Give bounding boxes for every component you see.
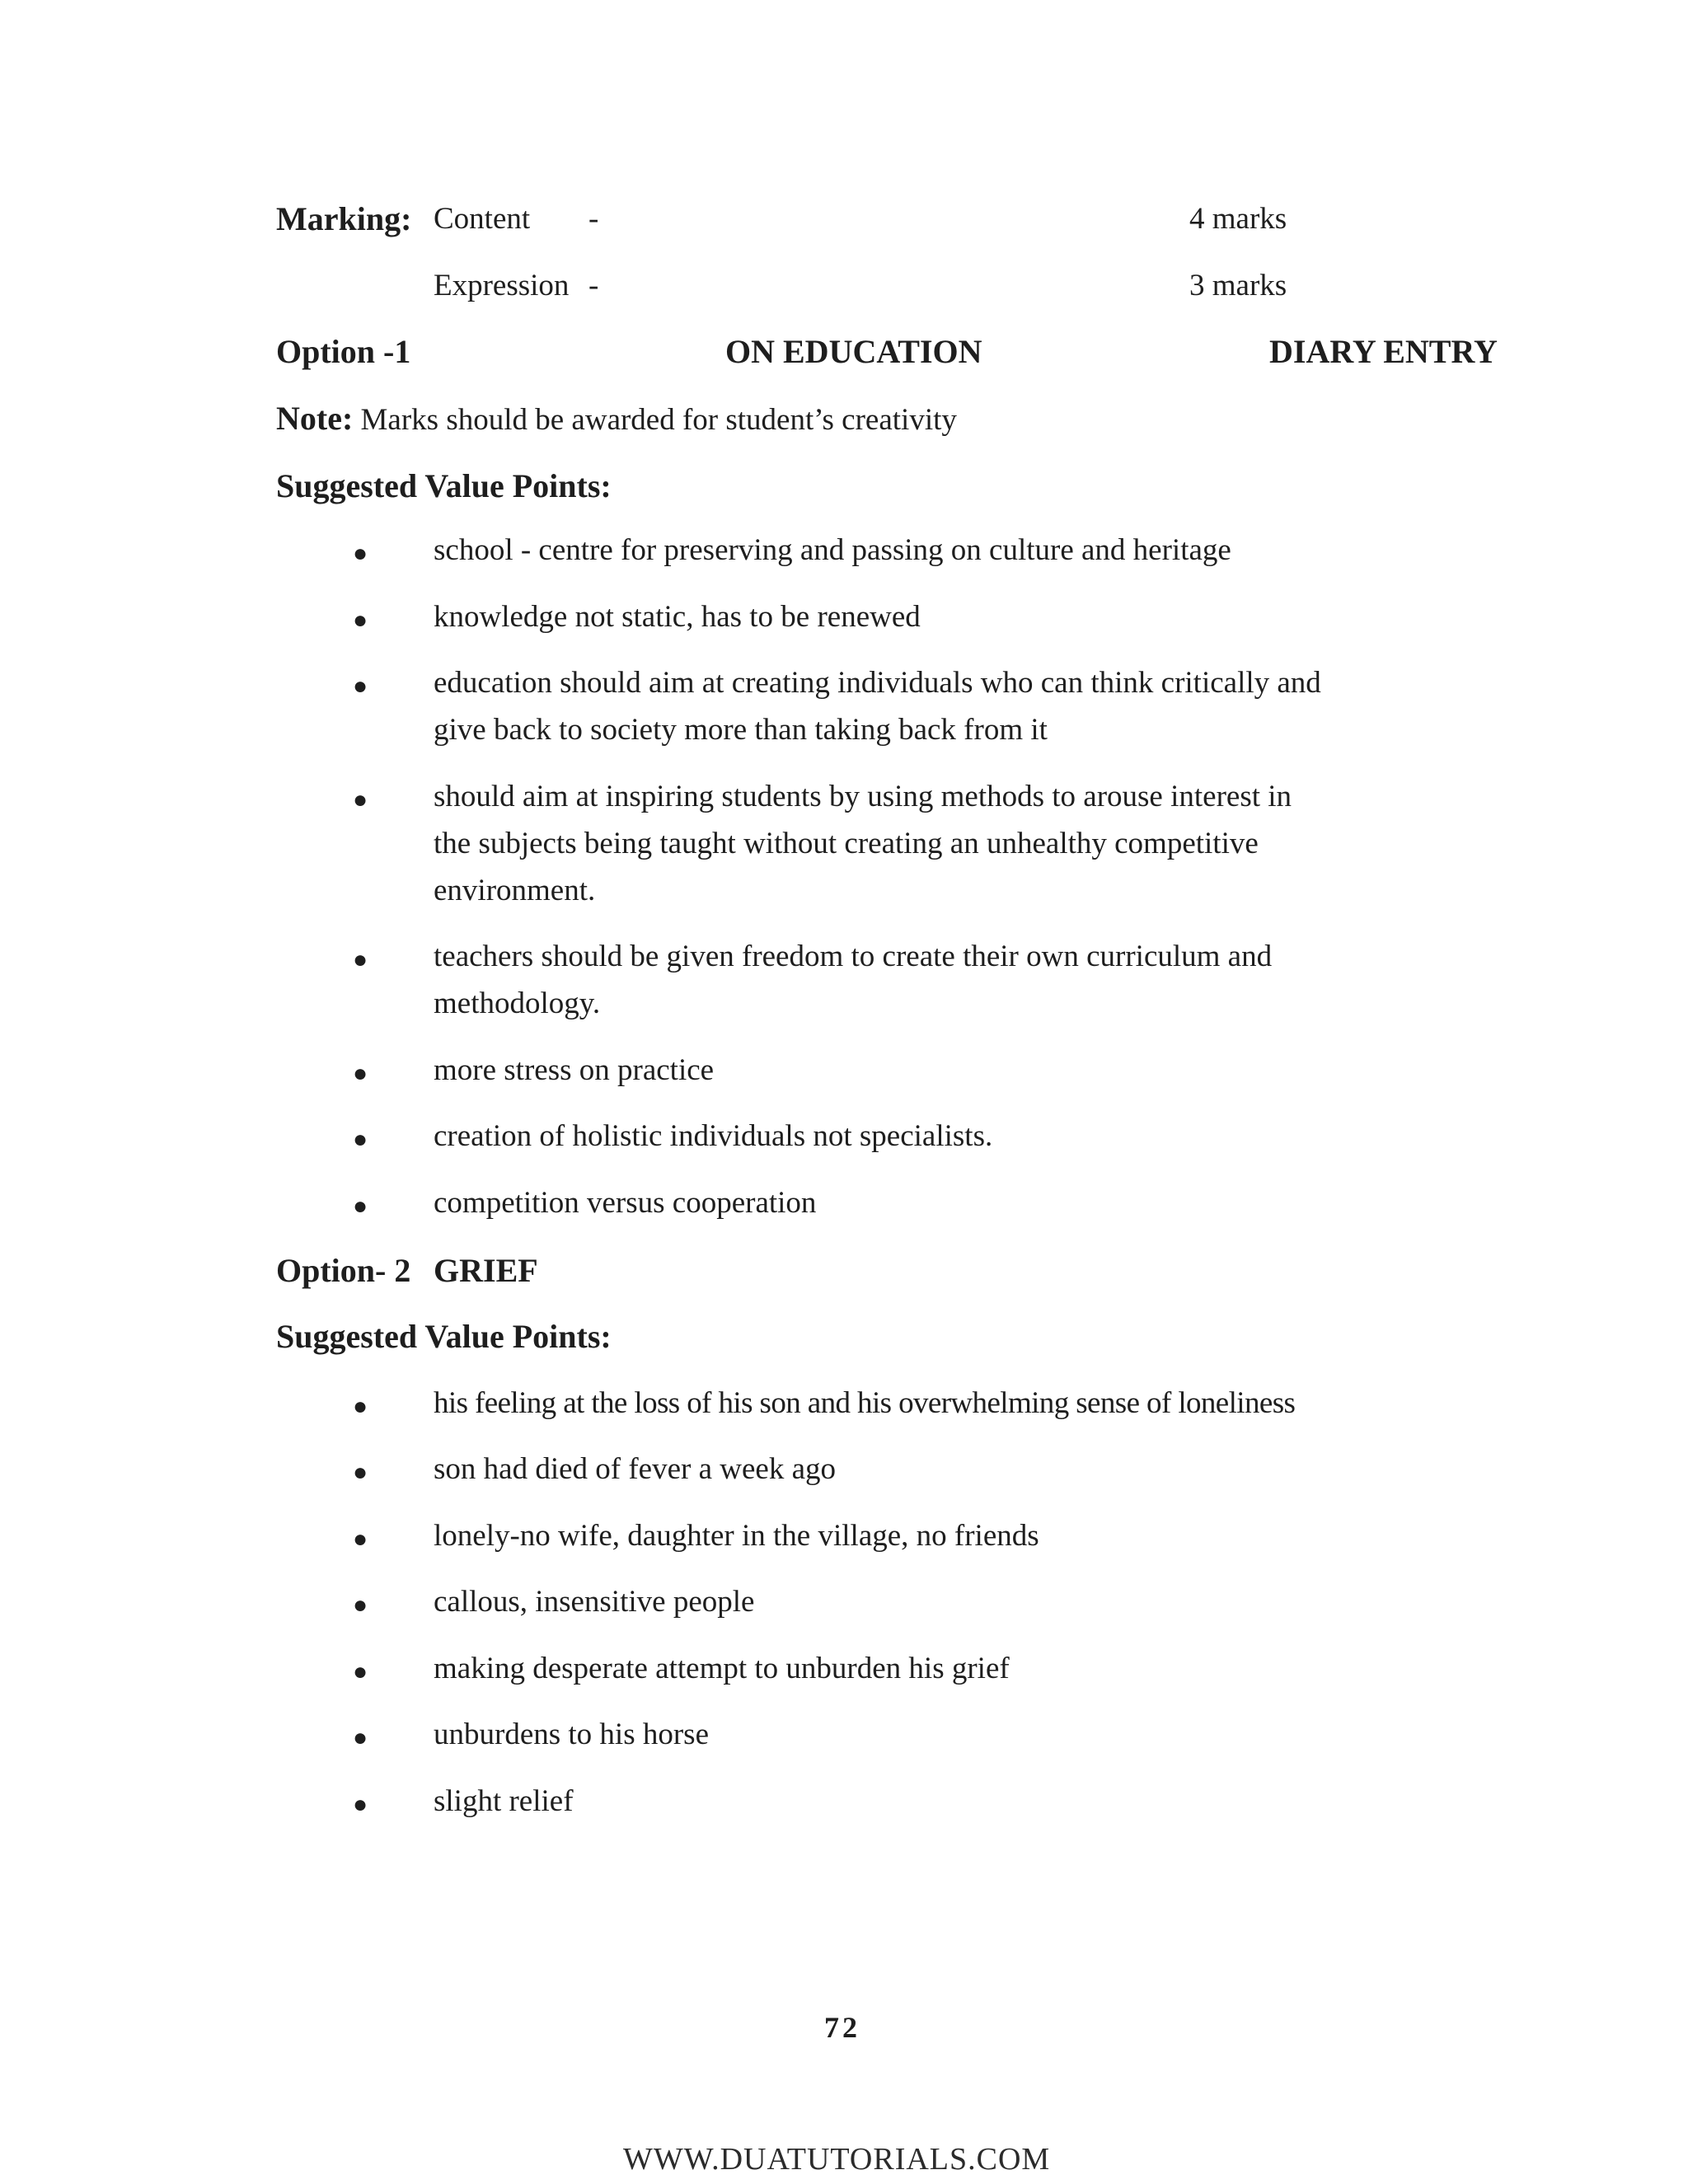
note-label: Note: (276, 400, 354, 437)
option1-points-heading: Suggested Value Points: (276, 467, 612, 504)
marking-label: Marking: (276, 200, 412, 237)
option1-title: ON EDUCATION (725, 333, 982, 370)
list-item: should aim at inspiring students by using methods to arouse interest in the subjects being taught without creating an unhealthy competitive environment. (434, 780, 1292, 907)
bullet-icon: ● (353, 1724, 368, 1751)
list-item: more stress on practice (434, 1053, 715, 1087)
list-item: son had died of fever a week ago (434, 1452, 836, 1486)
bullet-icon: ● (353, 540, 368, 567)
list-item: lonely-no wife, daughter in the village, no friends (434, 1519, 1039, 1553)
marking-content-item: Content (434, 202, 531, 236)
bullet-icon: ● (353, 1459, 368, 1486)
list-item: making desperate attempt to unburden his grief (434, 1652, 1010, 1685)
bullet-icon: ● (353, 673, 368, 700)
option2-points-heading: Suggested Value Points: (276, 1318, 612, 1355)
option1-type: DIARY ENTRY (1269, 333, 1498, 370)
bullet-icon: ● (353, 1791, 368, 1818)
marking-expression-dash: - (588, 269, 599, 302)
bullet-icon: ● (353, 946, 368, 973)
marking-content-dash: - (588, 202, 599, 236)
page-number: 72 (824, 2011, 860, 2044)
bullet-icon: ● (353, 1658, 368, 1685)
bullet-icon: ● (353, 607, 368, 634)
list-item: knowledge not static, has to be renewed (434, 600, 921, 634)
list-item: creation of holistic individuals not specialists. (434, 1119, 993, 1153)
list-item: his feeling at the loss of his son and his overwhelming sense of loneliness (434, 1386, 1296, 1420)
list-item: school - centre for preserving and passing on culture and heritage (434, 533, 1231, 567)
option2-label: Option- 2 (276, 1252, 411, 1289)
list-item: slight relief (434, 1784, 574, 1818)
bullet-icon: ● (353, 1393, 368, 1420)
list-item: teachers should be given freedom to create their own curriculum and methodology. (434, 940, 1273, 1020)
note-text: Marks should be awarded for student’s creativity (360, 403, 957, 437)
website-footer: WWW.DUATUTORIALS.COM (623, 2142, 1051, 2177)
option2-title: GRIEF (434, 1252, 538, 1289)
marking-expression-marks: 3 marks (1189, 269, 1287, 302)
bullet-icon: ● (353, 786, 368, 813)
marking-content-marks: 4 marks (1189, 202, 1287, 236)
bullet-icon: ● (353, 1126, 368, 1153)
bullet-icon: ● (353, 1060, 368, 1087)
note-line (276, 402, 957, 437)
list-item: callous, insensitive people (434, 1585, 755, 1619)
bullet-icon: ● (353, 1526, 368, 1553)
list-item: education should aim at creating individuals who can think critically and give back to society more than taking back from it (434, 666, 1321, 747)
list-item: competition versus cooperation (434, 1186, 817, 1220)
list-item: unburdens to his horse (434, 1718, 709, 1751)
bullet-icon: ● (353, 1193, 368, 1220)
option1-label: Option -1 (276, 333, 411, 370)
bullet-icon: ● (353, 1591, 368, 1619)
marking-expression-item: Expression (434, 269, 570, 302)
